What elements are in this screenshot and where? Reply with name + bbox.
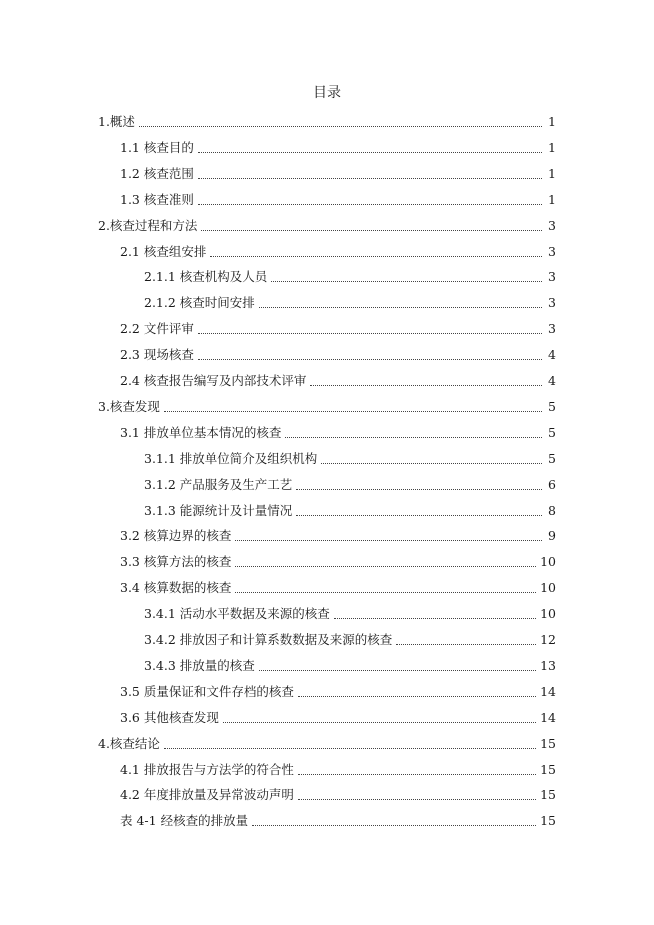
toc-entry-level-2[interactable] [120, 574, 556, 596]
toc-dot-leader [259, 669, 536, 671]
toc-entry-label: 4.1 排放报告与方法学的符合性 [120, 761, 294, 777]
toc-entry-level-2[interactable] [120, 781, 556, 803]
toc-entry-page-number: 3 [548, 217, 556, 233]
toc-entry-page-number: 14 [540, 683, 556, 699]
toc-entry-label: 1.2 核查范围 [120, 165, 194, 181]
toc-entry-level-3[interactable] [144, 289, 556, 311]
toc-dot-leader [271, 280, 542, 282]
toc-entry-page-number: 10 [540, 580, 556, 596]
toc-entry-page-number: 5 [548, 424, 556, 440]
toc-entry-page-number: 12 [540, 632, 556, 647]
toc-entry-label: 3.4.3 排放量的核查 [144, 657, 255, 673]
toc-entry-page-number: 1 [548, 114, 556, 129]
toc-entry-level-2[interactable] [120, 704, 556, 726]
toc-entry-level-1[interactable] [98, 108, 556, 130]
toc-entry-page-number: 15 [540, 761, 556, 777]
toc-entry-level-1[interactable] [98, 730, 556, 752]
toc-dot-leader [298, 798, 536, 800]
toc-dot-leader [201, 229, 542, 231]
toc-dot-leader [139, 125, 542, 127]
toc-dot-leader [164, 747, 536, 749]
toc-title: 目录 [313, 85, 341, 101]
toc-entry-label: 3.1.3 能源统计及计量情况 [144, 502, 293, 518]
toc-entry-page-number: 10 [540, 554, 556, 570]
toc-entry-label: 1.3 核查准则 [120, 191, 194, 207]
toc-entry-page-number: 15 [540, 813, 556, 829]
toc-entry-label: 2.4 核查报告编写及内部技术评审 [120, 373, 307, 388]
toc-entry-label: 3.4.2 排放因子和计算系数数据及来源的核查 [144, 632, 393, 647]
toc-entry-level-1[interactable] [98, 393, 556, 415]
toc-entry-level-2[interactable] [120, 807, 556, 829]
toc-entry-page-number: 14 [540, 709, 556, 725]
toc-entry-page-number: 4 [548, 373, 556, 388]
toc-dot-leader [296, 514, 542, 516]
toc-dot-leader [396, 643, 536, 645]
toc-dot-leader [296, 488, 542, 490]
toc-entry-page-number: 1 [548, 139, 556, 155]
toc-entry-label: 表 4-1 经核查的排放量 [120, 813, 249, 829]
toc-entry-page-number: 13 [540, 657, 556, 673]
toc-entry-label: 1.1 核查目的 [120, 139, 194, 155]
toc-entry-level-2[interactable] [120, 419, 556, 441]
toc-dot-leader [198, 332, 542, 334]
toc-entry-level-3[interactable] [144, 652, 556, 674]
toc-entry-label: 3.2 核算边界的核查 [120, 528, 232, 544]
toc-dot-leader [210, 255, 542, 257]
toc-entry-level-2[interactable] [120, 134, 556, 156]
toc-entry-label: 4.核查结论 [98, 735, 160, 751]
toc-entry-page-number: 1 [548, 165, 556, 181]
toc-entry-page-number: 1 [548, 191, 556, 207]
toc-dot-leader [334, 617, 536, 619]
toc-entry-page-number: 15 [540, 787, 556, 803]
toc-entry-label: 3.1.2 产品服务及生产工艺 [144, 476, 293, 492]
toc-entry-label: 3.6 其他核查发现 [120, 709, 219, 725]
toc-dot-leader [164, 410, 542, 412]
toc-dot-leader [223, 721, 536, 723]
toc-entry-level-3[interactable] [144, 263, 556, 285]
toc-entry-page-number: 15 [540, 735, 556, 751]
toc-entry-label: 1.概述 [98, 114, 135, 129]
toc-entry-page-number: 6 [548, 476, 556, 492]
toc-dot-leader [198, 358, 542, 360]
toc-entry-page-number: 9 [548, 528, 556, 544]
toc-dot-leader [285, 436, 542, 438]
toc-dot-leader [235, 591, 536, 593]
toc-entry-level-2[interactable] [120, 160, 556, 182]
toc-dot-leader [298, 695, 536, 697]
toc-entry-label: 3.1.1 排放单位简介及组织机构 [144, 450, 318, 466]
toc-entry-page-number: 8 [548, 502, 556, 518]
toc-entry-level-2[interactable] [120, 548, 556, 570]
toc-entry-label: 2.3 现场核查 [120, 347, 194, 363]
toc-entry-level-2[interactable] [120, 367, 556, 389]
toc-entry-label: 3.1 排放单位基本情况的核查 [120, 424, 282, 440]
toc-entry-label: 3.核查发现 [98, 398, 160, 414]
toc-entry-label: 2.1.2 核查时间安排 [144, 295, 255, 311]
toc-entry-page-number: 4 [548, 347, 556, 363]
toc-entry-label: 3.3 核算方法的核查 [120, 554, 232, 570]
toc-dot-leader [310, 384, 542, 386]
toc-entry-page-number: 3 [548, 269, 556, 285]
toc-entry-level-2[interactable] [120, 522, 556, 544]
toc-dot-leader [235, 539, 542, 541]
toc-entry-level-2[interactable] [120, 756, 556, 778]
toc-dot-leader [321, 462, 542, 464]
toc-entry-level-3[interactable] [144, 626, 556, 648]
toc-dot-leader [259, 306, 542, 308]
toc-entry-page-number: 3 [548, 295, 556, 311]
toc-entry-page-number: 3 [548, 243, 556, 259]
toc-dot-leader [298, 773, 536, 775]
toc-entry-label: 2.1.1 核查机构及人员 [144, 269, 268, 285]
toc-entry-level-2[interactable] [120, 678, 556, 700]
toc-entry-level-3[interactable] [144, 471, 556, 493]
toc-entry-page-number: 5 [548, 398, 556, 414]
toc-entry-level-1[interactable] [98, 212, 556, 234]
toc-entry-label: 3.5 质量保证和文件存档的核查 [120, 683, 294, 699]
toc-entry-page-number: 10 [540, 606, 556, 622]
toc-dot-leader [235, 565, 536, 567]
toc-entry-level-2[interactable] [120, 315, 556, 337]
toc-entry-page-number: 5 [548, 450, 556, 466]
toc-entry-label: 2.2 文件评审 [120, 321, 194, 337]
toc-dot-leader [198, 151, 542, 153]
toc-dot-leader [198, 203, 542, 205]
toc-entry-level-3[interactable] [144, 445, 556, 467]
toc-entry-label: 2.核查过程和方法 [98, 217, 198, 233]
toc-entry-level-3[interactable] [144, 600, 556, 622]
toc-entry-label: 2.1 核查组安排 [120, 243, 207, 259]
toc-entry-level-2[interactable] [120, 341, 556, 363]
toc-dot-leader [198, 177, 542, 179]
toc-entry-label: 3.4.1 活动水平数据及来源的核查 [144, 606, 330, 622]
toc-dot-leader [252, 824, 536, 826]
toc-entry-level-2[interactable] [120, 186, 556, 208]
toc-entry-label: 4.2 年度排放量及异常波动声明 [120, 787, 294, 803]
toc-entry-level-2[interactable] [120, 238, 556, 260]
toc-entry-label: 3.4 核算数据的核查 [120, 580, 232, 596]
toc-entry-level-3[interactable] [144, 497, 556, 519]
toc-entry-page-number: 3 [548, 321, 556, 337]
